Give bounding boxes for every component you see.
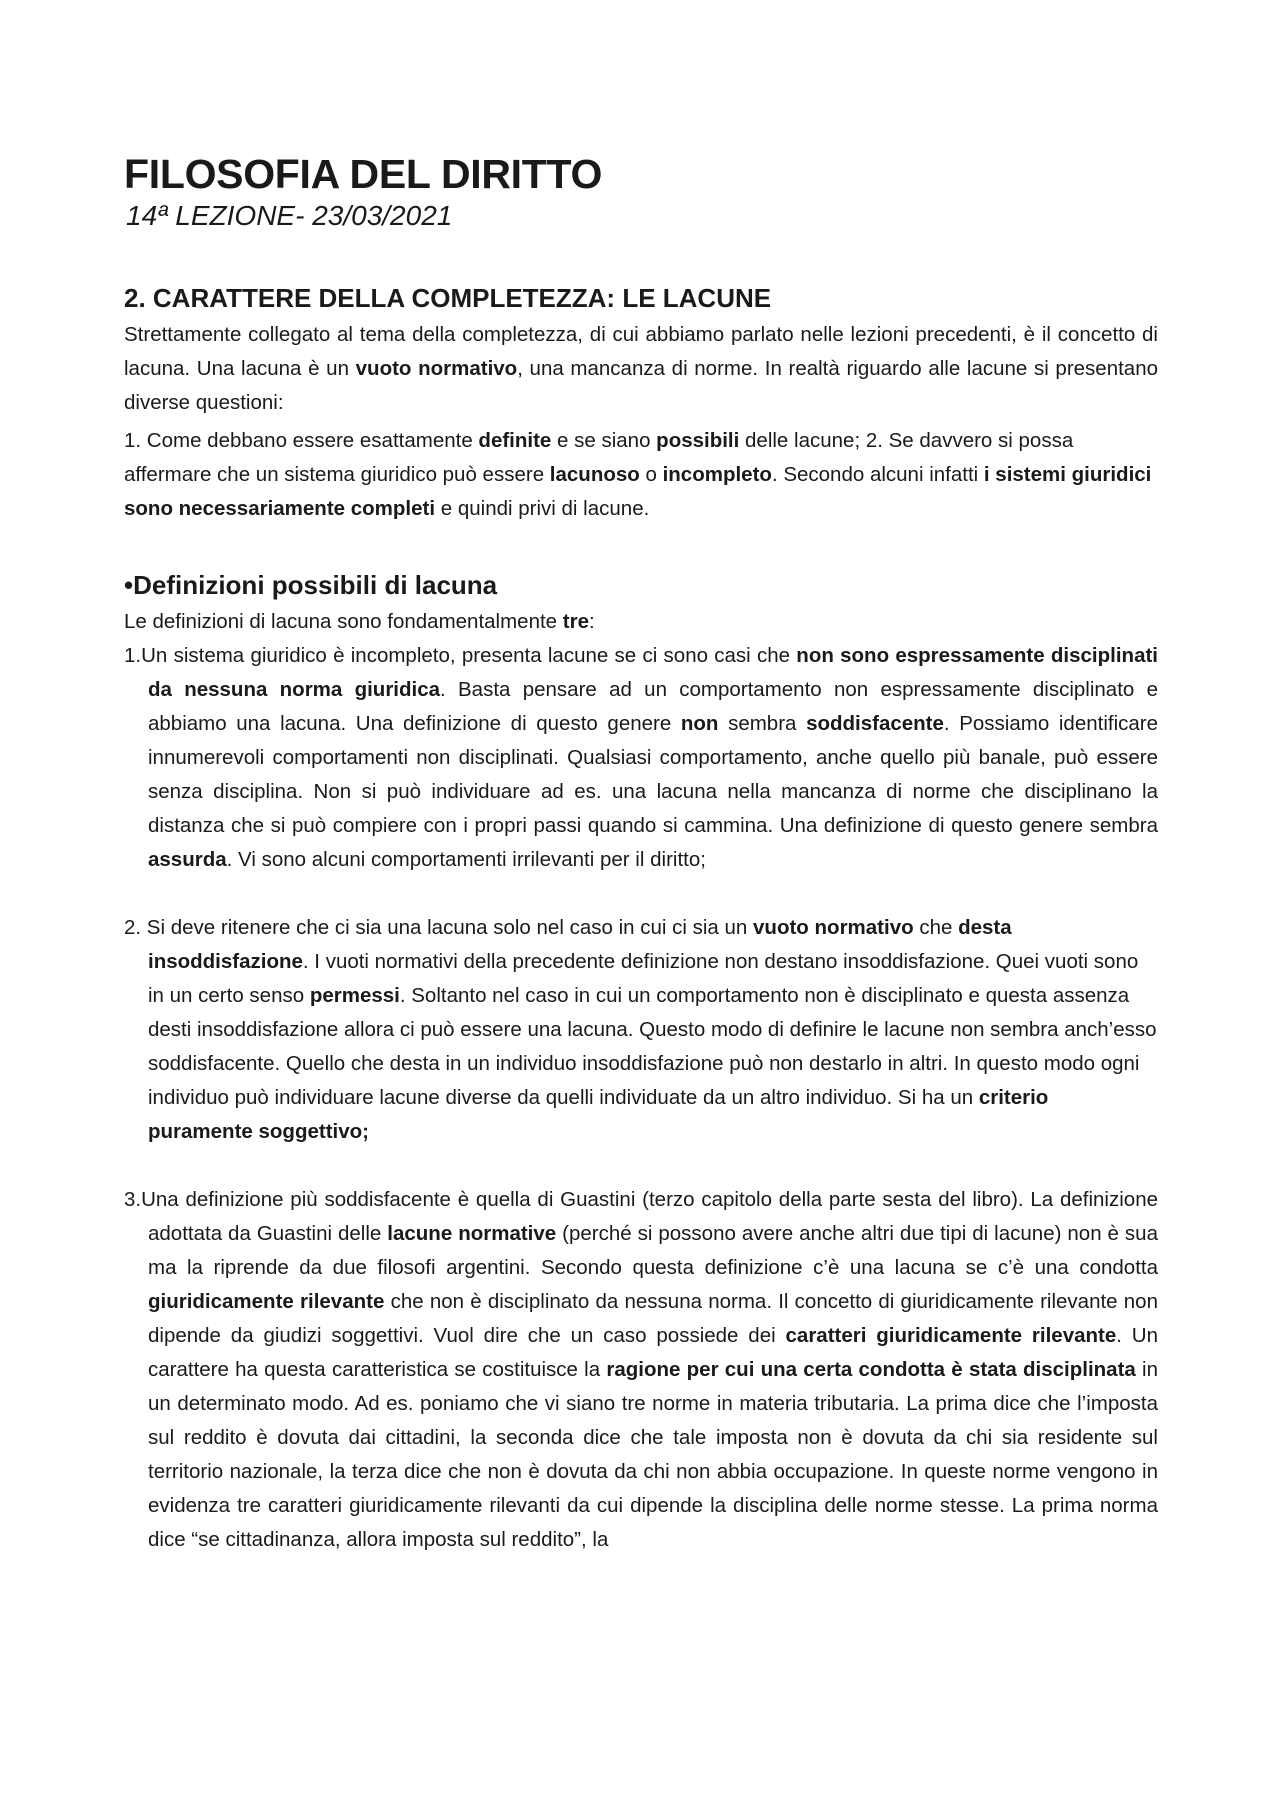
text-run: 1. Come debbano essere esattamente [124,428,479,452]
section-heading-completeness: 2. CARATTERE DELLA COMPLETEZZA: LE LACUNE [124,282,772,313]
bold-run: criterio puramente soggettivo; [148,1086,1049,1144]
bold-run: incompleto [662,462,772,486]
text-run: . Secondo alcuni infatti [771,462,984,486]
definition-item-3-text [124,1183,1158,1557]
text-run: : [589,610,595,634]
text-run: . Vi sono alcuni comportamenti irrilevanti per il diritto; [226,848,706,872]
text-run: che [913,916,959,940]
section-heading-definitions: •Definizioni possibili di lacuna [124,569,498,600]
definitions-intro [124,605,1158,639]
text-run: (perché si possono avere anche altri due tipi di lacune) non è sua ma la riprende da due filosofi argentini. Secondo questa definizione c’è una lacuna se c’è una condotta [148,1222,1158,1280]
text-run: e quindi privi di lacune. [435,496,650,520]
text-run: in un determinato modo. Ad es. poniamo che vi siano tre norme in materia tributaria. La prima dice che l’imposta sul reddito è dovuta dai cittadini, la seconda dice che tale imposta non è dovuta da chi sia residente sul territorio nazionale, la terza dice che non è dovuta da chi non abbia occupazione. In queste norme vengono in evidenza tre caratteri giuridicamente rilevanti da cui dipende la disciplina delle norme stesse. La prima norma dice “se cittadinanza, allora imposta sul reddito”, la [148,1358,1158,1552]
bold-run: lacunoso [549,462,640,486]
bold-run: assurda [148,848,227,872]
definition-item-1 [124,639,1158,877]
bold-run: caratteri giuridicamente rilevante [785,1324,1117,1348]
text-run: Strettamente collegato al tema della completezza, di cui abbiamo parlato nelle lezioni precedenti, è il concetto di lacuna. Una lacuna è un [124,322,1158,380]
text-run: delle lacune; 2. Se davvero si possa affermare che un sistema giuridico può essere [124,428,1074,486]
definition-item-2 [124,911,1158,1149]
text-run: 3.Una definizione più soddisfacente è quella di Guastini (terzo capitolo della parte sesta del libro). La definizione adottata da Guastini delle [124,1188,1158,1246]
bold-run: i sistemi giuridici sono necessariamente completi [124,462,1152,520]
intro-paragraph [124,318,1158,420]
text-run: che non è disciplinato da nessuna norma. Il concetto di giuridicamente rilevante non dipende da giudizi soggettivi. Vuol dire che un caso possiede dei [148,1290,1158,1348]
text-run: 2. Si deve ritenere che ci sia una lacuna solo nel caso in cui ci sia un [124,916,754,940]
bold-run: vuoto normativo [355,356,518,380]
bold-run: permessi [309,984,400,1008]
questions-paragraph [124,424,1158,526]
text-run: . I vuoti normativi della precedente definizione non destano insoddisfazione. Quei vuoti sono in un certo senso [148,950,1139,1008]
bold-run: tre [562,610,589,634]
paragraph-gap [124,1149,1158,1183]
paragraph-gap [124,877,1158,911]
bold-run: vuoto normativo [753,916,914,940]
text-run: sembra [718,712,807,736]
definition-item-1-text [124,639,1158,877]
bold-run: lacune normative [387,1222,557,1246]
bold-run: desta insoddisfazione [148,916,1012,974]
bold-run: soddisfacente [806,712,944,736]
text-run: Le definizioni di lacuna sono fondamentalmente [124,610,563,634]
definition-item-3 [124,1183,1158,1557]
lesson-subtitle: 14ª LEZIONE- 23/03/2021 [126,200,453,232]
definition-item-2-text [124,911,1158,1149]
text-run: . Un carattere ha questa caratteristica se costituisce la [148,1324,1158,1382]
text-run: . Soltanto nel caso in cui un comportamento non è disciplinato e questa assenza desti insoddisfazione allora ci può essere una lacuna. Questo modo di definire le lacune non sembra anch’esso soddisfacente. Quello che desta in un individuo insoddisfazione può non destarlo in altri. In questo modo ogni individuo può individuare lacune diverse da quelli individuate da un altro individuo. Si ha un [148,984,1157,1110]
text-run: . Possiamo identificare innumerevoli comportamenti non disciplinati. Qualsiasi comportamento, anche quello più banale, può essere senza disciplina. Non si può individuare ad es. una lacuna nella mancanza di norme che disciplinano la distanza che si può compiere con i propri passi quando si cammina. Una definizione di questo genere sembra [148,712,1159,838]
bold-run: non sono espressamente disciplinati da nessuna norma giuridica [148,644,1158,702]
document-body [124,152,1158,1557]
bold-run: possibili [656,428,740,452]
bold-run: giuridicamente rilevante [148,1290,385,1314]
bold-run: ragione per cui una certa condotta è stata disciplinata [606,1358,1136,1382]
bold-run: non [680,712,719,736]
text-run: e se siano [551,428,657,452]
text-run: 1.Un sistema giuridico è incompleto, presenta lacune se ci sono casi che [124,644,797,668]
bold-run: definite [478,428,552,452]
text-run: , una mancanza di norme. In realtà riguardo alle lacune si presentano diverse questioni: [124,356,1159,414]
document-title: FILOSOFIA DEL DIRITTO [124,151,603,197]
text-run: o [639,462,663,486]
text-run: . Basta pensare ad un comportamento non espressamente disciplinato e abbiamo una lacuna. Una definizione di questo genere [148,678,1158,736]
